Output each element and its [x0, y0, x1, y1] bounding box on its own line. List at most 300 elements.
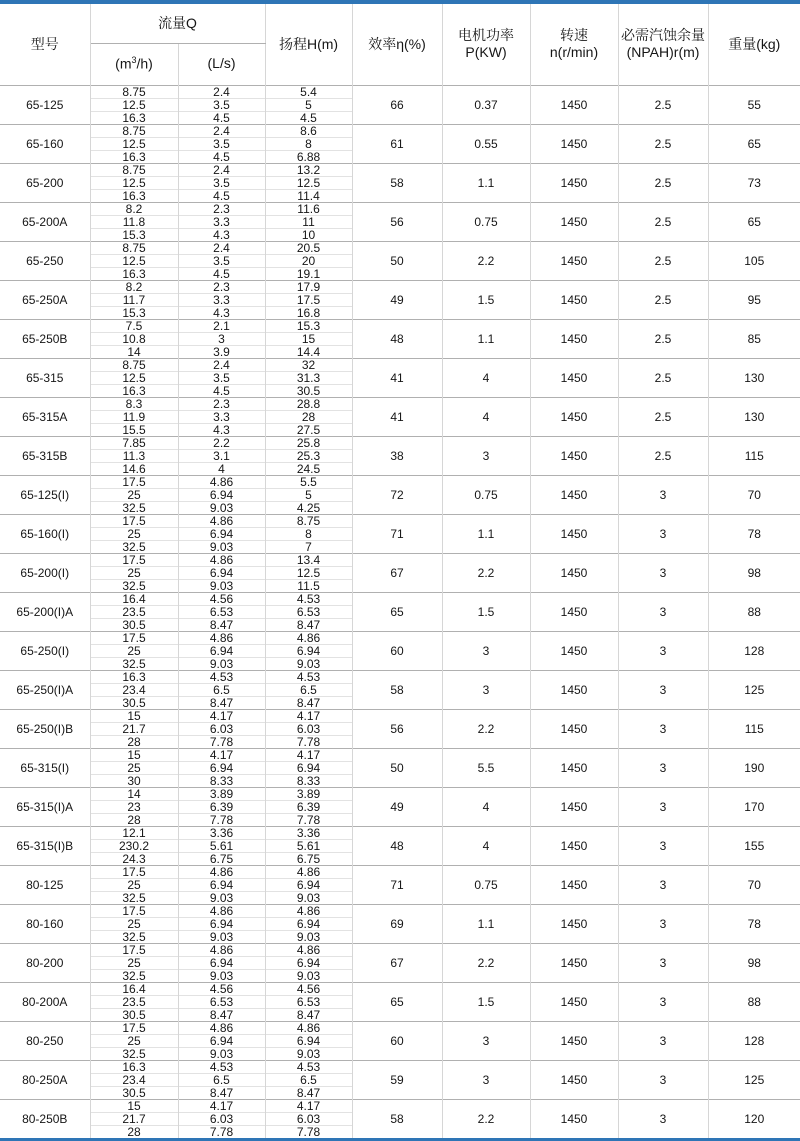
flow-ls-cell: 3.3: [178, 410, 265, 423]
flow-ls-cell: 4.5: [178, 150, 265, 163]
flow-m3h-cell: 14: [90, 345, 178, 358]
head-cell: 12.5: [265, 566, 352, 579]
efficiency-cell: 58: [352, 1099, 442, 1138]
flow-ls-cell: 2.1: [178, 319, 265, 332]
flow-ls-cell: 3.5: [178, 176, 265, 189]
npsh-header-line2: (NPAH)r(m): [626, 44, 700, 61]
head-cell: 6.94: [265, 644, 352, 657]
head-cell: 11.4: [265, 189, 352, 202]
m3h-unit-suffix: /h): [136, 55, 153, 72]
flow-m3h-cell: 25: [90, 1034, 178, 1047]
head-cell: 6.03: [265, 1112, 352, 1125]
weight-cell: 115: [708, 709, 800, 748]
speed-cell: 1450: [530, 85, 618, 124]
head-cell: 4.25: [265, 501, 352, 514]
efficiency-cell: 48: [352, 319, 442, 358]
model-cell: 65-125(I): [0, 475, 90, 514]
table-row: [0, 826, 800, 839]
model-cell: 80-200: [0, 943, 90, 982]
weight-cell: 88: [708, 592, 800, 631]
flow-m3h-cell: 8.75: [90, 358, 178, 371]
head-cell: 6.5: [265, 1073, 352, 1086]
head-cell: 8.47: [265, 1086, 352, 1099]
flow-ls-cell: 6.94: [178, 956, 265, 969]
power-cell: 1.1: [442, 904, 530, 943]
head-cell: 9.03: [265, 1047, 352, 1060]
npsh-cell: 3: [618, 787, 708, 826]
efficiency-cell: 59: [352, 1060, 442, 1099]
flow-m3h-cell: 16.3: [90, 189, 178, 202]
flow-m3h-cell: 25: [90, 644, 178, 657]
speed-cell: 1450: [530, 631, 618, 670]
speed-cell: 1450: [530, 670, 618, 709]
power-cell: 1.1: [442, 514, 530, 553]
weight-cell: 128: [708, 631, 800, 670]
head-cell: 3.89: [265, 787, 352, 800]
flow-ls-cell: 9.03: [178, 930, 265, 943]
weight-cell: 78: [708, 904, 800, 943]
npsh-cell: 3: [618, 1021, 708, 1060]
flow-ls-cell: 2.3: [178, 280, 265, 293]
flow-ls-cell: 4.86: [178, 865, 265, 878]
table-row: [0, 85, 800, 98]
power-cell: 0.37: [442, 85, 530, 124]
flow-m3h-cell: 17.5: [90, 904, 178, 917]
flow-ls-cell: 6.94: [178, 917, 265, 930]
head-cell: 6.94: [265, 917, 352, 930]
speed-cell: 1450: [530, 748, 618, 787]
flow-m3h-cell: 25: [90, 566, 178, 579]
npsh-cell: 3: [618, 982, 708, 1021]
flow-m3h-cell: 25: [90, 761, 178, 774]
head-cell: 25.3: [265, 449, 352, 462]
power-cell: 1.5: [442, 982, 530, 1021]
weight-cell: 70: [708, 865, 800, 904]
head-cell: 7: [265, 540, 352, 553]
flow-ls-cell: 9.03: [178, 579, 265, 592]
head-cell: 3.36: [265, 826, 352, 839]
flow-m3h-cell: 11.7: [90, 293, 178, 306]
flow-m3h-cell: 7.5: [90, 319, 178, 332]
flow-m3h-cell: 16.3: [90, 267, 178, 280]
power-cell: 3: [442, 670, 530, 709]
power-cell: 0.75: [442, 202, 530, 241]
flow-m3h-cell: 8.2: [90, 202, 178, 215]
flow-m3h-cell: 12.1: [90, 826, 178, 839]
model-cell: 65-250B: [0, 319, 90, 358]
head-cell: 11: [265, 215, 352, 228]
model-cell: 65-315(I): [0, 748, 90, 787]
table-row: [0, 670, 800, 683]
table-row: [0, 904, 800, 917]
flow-ls-cell: 4.56: [178, 592, 265, 605]
col-header-power: [442, 4, 530, 85]
flow-ls-cell: 9.03: [178, 540, 265, 553]
table-row: [0, 1099, 800, 1112]
flow-ls-cell: 6.53: [178, 995, 265, 1008]
table-row: [0, 631, 800, 644]
weight-cell: 130: [708, 358, 800, 397]
head-cell: 6.39: [265, 800, 352, 813]
flow-m3h-cell: 23: [90, 800, 178, 813]
npsh-cell: 3: [618, 670, 708, 709]
m3h-unit-prefix: (m: [115, 55, 132, 72]
flow-ls-cell: 6.94: [178, 644, 265, 657]
head-cell: 7.78: [265, 813, 352, 826]
flow-ls-cell: 4.86: [178, 904, 265, 917]
head-cell: 8.47: [265, 1008, 352, 1021]
flow-ls-cell: 8.47: [178, 696, 265, 709]
flow-m3h-cell: 23.4: [90, 1073, 178, 1086]
efficiency-cell: 66: [352, 85, 442, 124]
flow-m3h-cell: 30.5: [90, 1086, 178, 1099]
table-row: [0, 202, 800, 215]
power-cell: 0.75: [442, 475, 530, 514]
flow-m3h-cell: 17.5: [90, 943, 178, 956]
flow-ls-cell: 6.5: [178, 1073, 265, 1086]
flow-ls-cell: 6.53: [178, 605, 265, 618]
model-cell: 80-160: [0, 904, 90, 943]
npsh-cell: 3: [618, 514, 708, 553]
efficiency-cell: 60: [352, 1021, 442, 1060]
table-row: [0, 514, 800, 527]
head-cell: 4.5: [265, 111, 352, 124]
speed-cell: 1450: [530, 982, 618, 1021]
flow-m3h-cell: 28: [90, 813, 178, 826]
power-header-line2: P(KW): [465, 44, 507, 61]
flow-m3h-cell: 30.5: [90, 618, 178, 631]
model-cell: 65-315A: [0, 397, 90, 436]
speed-header-line1: 转速: [560, 26, 589, 43]
pump-spec-table: [0, 4, 800, 1138]
power-cell: 2.2: [442, 241, 530, 280]
head-cell: 9.03: [265, 969, 352, 982]
head-cell: 27.5: [265, 423, 352, 436]
flow-m3h-cell: 16.3: [90, 670, 178, 683]
flow-ls-cell: 9.03: [178, 1047, 265, 1060]
flow-ls-cell: 4.86: [178, 1021, 265, 1034]
speed-cell: 1450: [530, 1021, 618, 1060]
power-cell: 4: [442, 826, 530, 865]
model-cell: 65-250(I): [0, 631, 90, 670]
flow-ls-cell: 2.4: [178, 163, 265, 176]
weight-cell: 95: [708, 280, 800, 319]
flow-m3h-cell: 12.5: [90, 371, 178, 384]
flow-m3h-cell: 25: [90, 527, 178, 540]
npsh-cell: 3: [618, 475, 708, 514]
flow-ls-cell: 4.3: [178, 306, 265, 319]
flow-m3h-cell: 17.5: [90, 631, 178, 644]
flow-m3h-cell: 17.5: [90, 475, 178, 488]
power-cell: 4: [442, 358, 530, 397]
flow-m3h-cell: 12.5: [90, 176, 178, 189]
flow-m3h-cell: 16.3: [90, 384, 178, 397]
model-cell: 65-315(I)A: [0, 787, 90, 826]
speed-cell: 1450: [530, 475, 618, 514]
head-cell: 6.94: [265, 1034, 352, 1047]
speed-cell: 1450: [530, 865, 618, 904]
flow-m3h-cell: 16.3: [90, 150, 178, 163]
flow-m3h-cell: 11.3: [90, 449, 178, 462]
head-cell: 28: [265, 410, 352, 423]
flow-ls-cell: 4.17: [178, 748, 265, 761]
flow-ls-cell: 6.75: [178, 852, 265, 865]
flow-m3h-cell: 23.4: [90, 683, 178, 696]
head-cell: 4.86: [265, 1021, 352, 1034]
table-row: [0, 358, 800, 371]
weight-cell: 78: [708, 514, 800, 553]
head-cell: 4.17: [265, 1099, 352, 1112]
flow-m3h-cell: 25: [90, 488, 178, 501]
head-cell: 13.4: [265, 553, 352, 566]
head-cell: 15.3: [265, 319, 352, 332]
flow-m3h-cell: 32.5: [90, 579, 178, 592]
speed-cell: 1450: [530, 904, 618, 943]
header-row-1: [0, 4, 800, 43]
power-cell: 4: [442, 787, 530, 826]
efficiency-cell: 48: [352, 826, 442, 865]
power-cell: 1.5: [442, 280, 530, 319]
npsh-cell: 3: [618, 709, 708, 748]
flow-ls-cell: 2.2: [178, 436, 265, 449]
flow-ls-cell: 3.3: [178, 215, 265, 228]
flow-ls-cell: 4: [178, 462, 265, 475]
table-row: [0, 163, 800, 176]
flow-m3h-cell: 32.5: [90, 930, 178, 943]
head-cell: 14.4: [265, 345, 352, 358]
npsh-cell: 3: [618, 826, 708, 865]
head-cell: 11.6: [265, 202, 352, 215]
table-row: [0, 865, 800, 878]
flow-m3h-cell: 28: [90, 1125, 178, 1138]
npsh-cell: 2.5: [618, 436, 708, 475]
power-cell: 1.1: [442, 319, 530, 358]
weight-cell: 73: [708, 163, 800, 202]
col-header-m3h: [90, 43, 178, 85]
head-cell: 4.53: [265, 670, 352, 683]
weight-cell: 128: [708, 1021, 800, 1060]
flow-m3h-cell: 21.7: [90, 1112, 178, 1125]
npsh-cell: 3: [618, 553, 708, 592]
head-cell: 24.5: [265, 462, 352, 475]
flow-ls-cell: 5.61: [178, 839, 265, 852]
efficiency-cell: 41: [352, 358, 442, 397]
head-cell: 4.56: [265, 982, 352, 995]
flow-ls-cell: 3.1: [178, 449, 265, 462]
model-cell: 80-125: [0, 865, 90, 904]
efficiency-cell: 67: [352, 943, 442, 982]
power-cell: 2.2: [442, 709, 530, 748]
efficiency-cell: 58: [352, 163, 442, 202]
model-cell: 65-200(I): [0, 553, 90, 592]
table-row: [0, 982, 800, 995]
npsh-cell: 2.5: [618, 202, 708, 241]
flow-ls-cell: 6.94: [178, 566, 265, 579]
col-header-npsh: [618, 4, 708, 85]
table-row: [0, 943, 800, 956]
efficiency-cell: 50: [352, 748, 442, 787]
speed-cell: 1450: [530, 241, 618, 280]
flow-m3h-cell: 32.5: [90, 969, 178, 982]
head-cell: 5: [265, 488, 352, 501]
flow-m3h-cell: 14.6: [90, 462, 178, 475]
head-cell: 8.47: [265, 618, 352, 631]
flow-ls-cell: 2.3: [178, 202, 265, 215]
table-row: [0, 553, 800, 566]
model-cell: 80-200A: [0, 982, 90, 1021]
head-cell: 8.75: [265, 514, 352, 527]
head-cell: 4.17: [265, 748, 352, 761]
table-row: [0, 241, 800, 254]
flow-m3h-cell: 8.75: [90, 163, 178, 176]
npsh-cell: 2.5: [618, 397, 708, 436]
head-cell: 4.86: [265, 943, 352, 956]
weight-cell: 65: [708, 202, 800, 241]
flow-ls-cell: 6.94: [178, 488, 265, 501]
head-cell: 6.5: [265, 683, 352, 696]
flow-ls-cell: 4.53: [178, 1060, 265, 1073]
flow-ls-cell: 4.5: [178, 111, 265, 124]
npsh-cell: 3: [618, 943, 708, 982]
flow-m3h-cell: 230.2: [90, 839, 178, 852]
power-cell: 3: [442, 1021, 530, 1060]
flow-m3h-cell: 15: [90, 1099, 178, 1112]
flow-m3h-cell: 15.3: [90, 306, 178, 319]
speed-header-line2: n(r/min): [549, 44, 599, 61]
npsh-cell: 2.5: [618, 241, 708, 280]
head-cell: 6.53: [265, 995, 352, 1008]
efficiency-cell: 61: [352, 124, 442, 163]
flow-m3h-cell: 8.75: [90, 124, 178, 137]
npsh-header-line1: 必需汽蚀余量: [621, 26, 706, 43]
npsh-cell: 2.5: [618, 319, 708, 358]
model-cell: 65-315B: [0, 436, 90, 475]
head-cell: 13.2: [265, 163, 352, 176]
head-cell: 8.33: [265, 774, 352, 787]
head-cell: 9.03: [265, 891, 352, 904]
weight-cell: 88: [708, 982, 800, 1021]
flow-ls-cell: 8.47: [178, 1008, 265, 1021]
flow-ls-cell: 4.86: [178, 631, 265, 644]
model-cell: 80-250B: [0, 1099, 90, 1138]
npsh-cell: 3: [618, 748, 708, 787]
head-cell: 6.53: [265, 605, 352, 618]
table-header: [0, 4, 800, 85]
flow-m3h-cell: 32.5: [90, 1047, 178, 1060]
head-cell: 6.75: [265, 852, 352, 865]
weight-cell: 55: [708, 85, 800, 124]
head-cell: 9.03: [265, 657, 352, 670]
flow-m3h-cell: 32.5: [90, 501, 178, 514]
flow-ls-cell: 2.4: [178, 124, 265, 137]
table-row: [0, 319, 800, 332]
flow-ls-cell: 4.3: [178, 423, 265, 436]
flow-ls-cell: 4.5: [178, 189, 265, 202]
head-cell: 8.47: [265, 696, 352, 709]
flow-ls-cell: 4.5: [178, 384, 265, 397]
head-cell: 4.86: [265, 904, 352, 917]
flow-m3h-cell: 11.8: [90, 215, 178, 228]
flow-m3h-cell: 23.5: [90, 605, 178, 618]
head-cell: 31.3: [265, 371, 352, 384]
flow-m3h-cell: 10.8: [90, 332, 178, 345]
weight-cell: 65: [708, 124, 800, 163]
flow-ls-cell: 6.94: [178, 1034, 265, 1047]
flow-m3h-cell: 32.5: [90, 657, 178, 670]
head-cell: 20: [265, 254, 352, 267]
npsh-cell: 2.5: [618, 163, 708, 202]
col-header-flow: 流量Q: [90, 4, 265, 43]
flow-ls-cell: 8.47: [178, 1086, 265, 1099]
head-cell: 6.94: [265, 956, 352, 969]
power-cell: 3: [442, 631, 530, 670]
power-cell: 2.2: [442, 943, 530, 982]
speed-cell: 1450: [530, 553, 618, 592]
npsh-cell: 3: [618, 1060, 708, 1099]
flow-m3h-cell: 23.5: [90, 995, 178, 1008]
flow-m3h-cell: 14: [90, 787, 178, 800]
weight-cell: 130: [708, 397, 800, 436]
speed-cell: 1450: [530, 202, 618, 241]
head-cell: 19.1: [265, 267, 352, 280]
model-cell: 80-250: [0, 1021, 90, 1060]
weight-cell: 105: [708, 241, 800, 280]
model-cell: 65-250A: [0, 280, 90, 319]
npsh-cell: 2.5: [618, 85, 708, 124]
speed-cell: 1450: [530, 514, 618, 553]
flow-m3h-cell: 8.75: [90, 85, 178, 98]
efficiency-cell: 71: [352, 865, 442, 904]
head-cell: 6.03: [265, 722, 352, 735]
flow-ls-cell: 6.5: [178, 683, 265, 696]
efficiency-cell: 56: [352, 202, 442, 241]
col-header-efficiency: 效率η(%): [352, 4, 442, 85]
npsh-cell: 3: [618, 592, 708, 631]
head-cell: 30.5: [265, 384, 352, 397]
speed-cell: 1450: [530, 436, 618, 475]
power-header-line1: 电机功率: [458, 26, 515, 43]
flow-ls-cell: 6.39: [178, 800, 265, 813]
model-cell: 65-315: [0, 358, 90, 397]
flow-ls-cell: 4.17: [178, 709, 265, 722]
table-row: [0, 1021, 800, 1034]
power-cell: 2.2: [442, 553, 530, 592]
model-cell: 65-125: [0, 85, 90, 124]
weight-cell: 125: [708, 670, 800, 709]
flow-m3h-cell: 25: [90, 878, 178, 891]
flow-ls-cell: 7.78: [178, 1125, 265, 1138]
weight-cell: 115: [708, 436, 800, 475]
weight-cell: 85: [708, 319, 800, 358]
model-cell: 65-200(I)A: [0, 592, 90, 631]
head-cell: 7.78: [265, 735, 352, 748]
model-cell: 65-250: [0, 241, 90, 280]
flow-ls-cell: 3.9: [178, 345, 265, 358]
col-header-speed: [530, 4, 618, 85]
flow-m3h-cell: 15.3: [90, 228, 178, 241]
flow-ls-cell: 9.03: [178, 891, 265, 904]
power-cell: 1.1: [442, 163, 530, 202]
flow-m3h-cell: 16.3: [90, 111, 178, 124]
weight-cell: 70: [708, 475, 800, 514]
head-cell: 11.5: [265, 579, 352, 592]
flow-ls-cell: 3.5: [178, 254, 265, 267]
flow-ls-cell: 3.5: [178, 371, 265, 384]
head-cell: 5.61: [265, 839, 352, 852]
col-header-weight: 重量(kg): [708, 4, 800, 85]
head-cell: 5.4: [265, 85, 352, 98]
flow-ls-cell: 7.78: [178, 735, 265, 748]
